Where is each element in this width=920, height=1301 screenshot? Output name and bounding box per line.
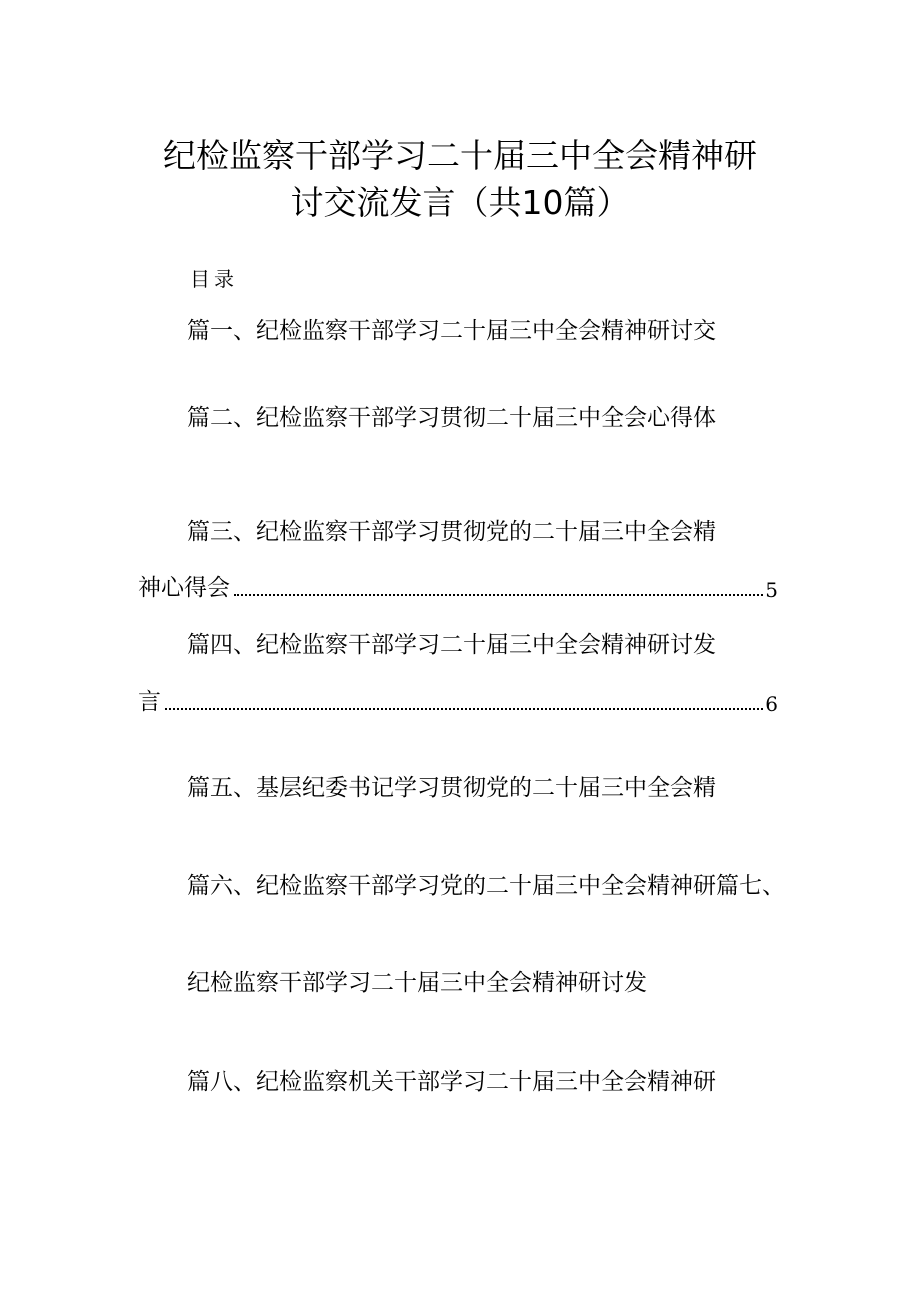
dot-leader [165, 708, 763, 710]
toc-entry-5[interactable]: 篇五、基层纪委书记学习贯彻党的二十届三中全会精 [187, 775, 716, 801]
toc-entry-4-line-2[interactable] [138, 688, 778, 716]
toc-entry-2[interactable]: 篇二、纪检监察干部学习贯彻二十届三中全会心得体 [187, 405, 716, 431]
toc-entry-1[interactable]: 篇一、纪检监察干部学习二十届三中全会精神研讨交 [187, 318, 716, 344]
toc-entry-7[interactable]: 纪检监察干部学习二十届三中全会精神研讨发 [187, 970, 647, 996]
document-title-line-1: 纪检监察干部学习二十届三中全会精神研 [163, 136, 757, 175]
toc-entry-3-continuation: 神心得会 [138, 575, 230, 601]
toc-entry-3-page-number: 5 [765, 578, 778, 602]
toc-entry-3-line-2[interactable] [138, 574, 778, 602]
toc-entry-4-page-number: 6 [765, 692, 778, 716]
toc-entry-4-continuation: 言 [138, 689, 161, 715]
document-title-line-2: 讨交流发言（共10篇） [290, 183, 630, 222]
toc-entry-3-line-1[interactable]: 篇三、纪检监察干部学习贯彻党的二十届三中全会精 [187, 519, 716, 545]
toc-entry-8[interactable]: 篇八、纪检监察机关干部学习二十届三中全会精神研 [187, 1069, 716, 1095]
toc-entry-6[interactable]: 篇六、纪检监察干部学习党的二十届三中全会精神研篇七、 [187, 873, 785, 899]
dot-leader [234, 594, 763, 596]
toc-entry-4-line-1[interactable]: 篇四、纪检监察干部学习二十届三中全会精神研讨发 [187, 632, 716, 658]
toc-label: 目录 [190, 267, 238, 291]
